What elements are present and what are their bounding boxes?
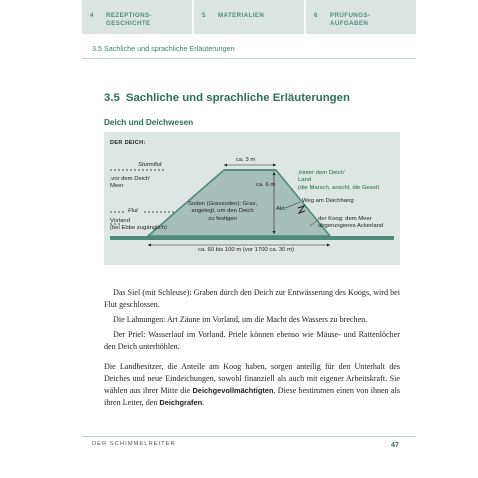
paragraph-text: . Diese bestimmen einen von ihnen als ihren Leiter, den [104,386,401,407]
footer-book-title: DER SCHIMMELREITER [92,441,176,447]
paragraph-siel: Das Siel (mit Schleuse): Graben durch den Deich zur Entwässerung des Koogs, wird bei Flut geschlossen. [104,288,400,309]
weg-label: Weg am Deichhang [302,198,354,204]
paragraph-text: Die Landbesitzer, die Anteile am Koog haben, sorgen anteilig für den Unterhalt des Deiches und neue Eindeichungen, sowohl finanziell als auch mit eigener Arbeitskraft. Sie wählen aus ihrer Mitte die [104,362,400,395]
page-number: 47 [391,440,399,449]
top-width-label: ca. 3 m [236,157,256,163]
breadcrumb: 3.5 Sachliche und sprachliche Erläuterungen [92,44,235,53]
height-label: ca. 6 m [256,182,276,188]
body-text [104,287,400,412]
vorland-label: Vorland (bei Ebbe zugänglich) [110,218,167,232]
paragraph-landbesitzer [104,361,400,409]
tab-number: 5 [202,12,206,19]
footer-divider [82,436,416,437]
soden-label: Soden (Grassoden): Gras, angelegt, um den Deich zu festigen [188,201,258,222]
base-width-label: ca. 60 bis 100 m (vor 1700 ca. 30 m) [198,247,294,253]
tab-materialien[interactable] [194,0,304,34]
tab-number: 4 [90,12,94,19]
tab-number: 6 [314,12,318,19]
header-divider [82,58,416,59]
term-deichgraf: Deichgrafen [159,398,203,407]
paragraph-priel: Der Priel: Wasserlauf im Vorland. Priele können ebenso wie Mäuse- und Rattenlöcher den Deich unterhöhlen. [104,330,400,351]
dike-diagram [104,132,400,265]
term-deichgevollmaechtigte: Deichgevollmächtigten [192,386,274,395]
section-heading [104,92,350,104]
figure-caption: DER DEICH: [110,140,146,146]
tab-label: PRÜFUNGS- AUFGABEN [330,12,371,28]
flut-label: Flut [128,208,138,214]
sturmflut-label: Sturmflut [138,162,162,168]
subsection-heading: Deich und Deichwesen [104,118,194,127]
section-title: Sachliche und sprachliche Erläuterungen [125,92,350,104]
hinter-dem-deich-label: ‚hinter dem Deich' Land (die Marsch, anschl. die Geest) [298,170,380,191]
tab-label: MATERIALIEN [218,12,265,19]
koog-label: der Koog: dem Meer abgerungenes Ackerland [318,216,384,230]
section-number: 3.5 [104,92,120,104]
chapter-tabs [82,0,416,34]
tab-pruefungsaufgaben[interactable] [306,0,416,34]
akt-label: Akt: [276,206,287,212]
dike-drawing [104,132,400,265]
paragraph-text: . [202,398,205,407]
paragraph-lahnungen: Die Lahnungen: Art Zäune im Vorland, um die Macht des Wassers zu brechen. [113,315,368,324]
tab-rezeptionsgeschichte[interactable] [82,0,192,34]
tab-label: REZEPTIONS- GESCHICHTE [106,12,152,28]
vor-dem-deich-label: ‚vor dem Deich' Meer [110,176,151,190]
